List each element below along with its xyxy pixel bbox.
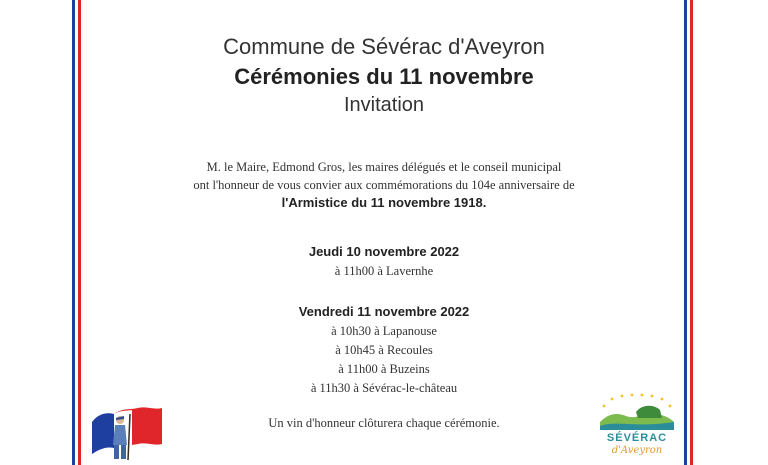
day-2-event-2: à 10h45 à Recoules [335,343,433,357]
soldier-flag-icon [88,400,166,462]
logo-subtitle: d'Aveyron [611,445,663,456]
intro-text [100,158,668,194]
invitation-content [100,0,668,465]
footer-note: Un vin d'honneur clôturera chaque cérémonie. [268,416,500,430]
day-2-event-3: à 11h00 à Buzeins [338,362,430,376]
logo-landscape-icon [596,392,678,432]
day-2-event-4: à 11h30 à Sévérac-le-château [310,381,458,395]
border-red-left [78,0,81,465]
intro-line-2: ont l'honneur de vous convier aux commémorations du 104e anniversaire de [193,178,575,192]
severac-logo [596,392,678,462]
day-2-event-1: à 10h30 à Lapanouse [331,324,437,338]
invitation-title: Invitation [343,94,425,116]
day-1-date: Jeudi 10 novembre 2022 [308,244,460,259]
border-red-right [690,0,693,465]
intro-line-1: M. le Maire, Edmond Gros, les maires délégués et le conseil municipal [206,160,562,174]
day-1-event-1: à 11h00 à Lavernhe [334,264,434,278]
armistice-line: l'Armistice du 11 novembre 1918. [281,195,487,210]
day-2-date: Vendredi 11 novembre 2022 [298,304,470,319]
logo-wordmark: SÉVÉRAC [606,432,668,444]
commune-title: Commune de Sévérac d'Aveyron [223,34,545,59]
ceremony-title: Cérémonies du 11 novembre [234,64,534,89]
